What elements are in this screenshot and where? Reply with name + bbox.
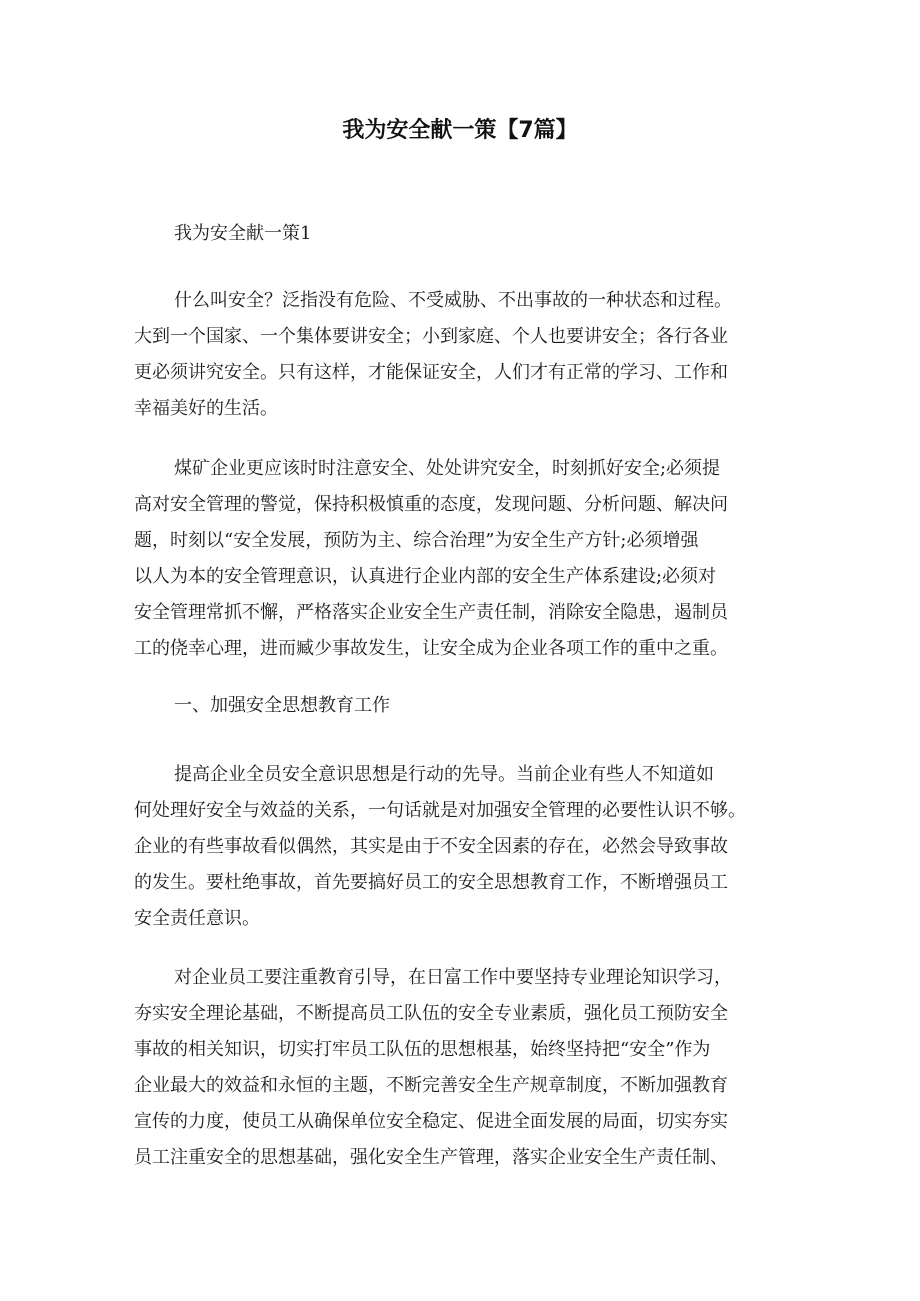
paragraph-line: 题，时刻以“安全发展，预防为主、综合治理”为安全生产方针;必须增强: [134, 530, 699, 551]
paragraph-line: 事故的相关知识，切实打牢员工队伍的思想根基，始终坚持把“安全”作为: [134, 1039, 711, 1060]
paragraph-line: 对企业员工要注重教育引导，在日富工作中要坚持专业理论知识学习，: [174, 967, 732, 988]
paragraph-line: 更必须讲究安全。只有这样，才能保证安全，人们才有正常的学习、工作和: [134, 362, 728, 383]
paragraph-2: [134, 451, 794, 667]
paragraph-line: 什么叫安全？泛指没有危险、不受威胁、不出事故的一种状态和过程。: [174, 290, 732, 311]
paragraph-4: [134, 960, 794, 1176]
paragraph-line: 企业最大的效益和永恒的主题，不断完善安全生产规章制度，不断加强教育: [134, 1075, 728, 1096]
paragraph-line: 安全责任意识。: [134, 908, 260, 929]
section-subtitle: 我为安全献一策1: [174, 223, 312, 244]
paragraph-line: 夯实安全理论基础，不断提高员工队伍的安全专业素质，强化员工预防安全: [134, 1003, 728, 1024]
paragraph-line: 幸福美好的生活。: [134, 398, 278, 419]
paragraph-1: [134, 283, 794, 427]
paragraph-line: 提高企业全员安全意识思想是行动的先导。当前企业有些人不知道如: [174, 764, 714, 785]
document-title: 我为安全献一策【7篇】: [342, 118, 578, 143]
paragraph-line: 高对安全管理的警觉，保持积极慎重的态度，发现问题、分析问题、解决问: [134, 494, 728, 515]
paragraph-line: 以人为本的安全管理意识，认真进行企业内部的安全生产体系建设;必须对: [134, 566, 717, 587]
paragraph-line: 煤矿企业更应该时时注意安全、处处讲究安全，时刻抓好安全;必须提: [174, 458, 721, 479]
paragraph-line: 安全管理常抓不懈，严格落实企业安全生产责任制，消除安全隐患，遏制员: [134, 602, 728, 623]
paragraph-line: 的发生。要杜绝事故，首先要搞好员工的安全思想教育工作，不断增强员工: [134, 872, 728, 893]
paragraph-line: 何处理好安全与效益的关系，一句话就是对加强安全管理的必要性认识不够。: [134, 800, 746, 821]
paragraph-line: 员工注重安全的思想基础，强化安全生产管理，落实企业安全生产责任制、: [134, 1147, 728, 1168]
paragraph-line: 工的侥幸心理，进而臧少事故发生，让安全成为企业各项工作的重中之重。: [134, 638, 728, 659]
paragraph-line: 大到一个国家、一个集体要讲安全；小到家庭、个人也要讲安全；各行各业: [134, 326, 728, 347]
paragraph-line: 宣传的力度，使员工从确保单位安全稳定、促进全面发展的局面，切实夯实: [134, 1111, 728, 1132]
section-heading: 一、加强安全思想教育工作: [174, 695, 390, 716]
paragraph-3: [134, 757, 794, 937]
paragraph-line: 企业的有些事故看似偶然，其实是由于不安全因素的存在，必然会导致事故: [134, 836, 728, 857]
